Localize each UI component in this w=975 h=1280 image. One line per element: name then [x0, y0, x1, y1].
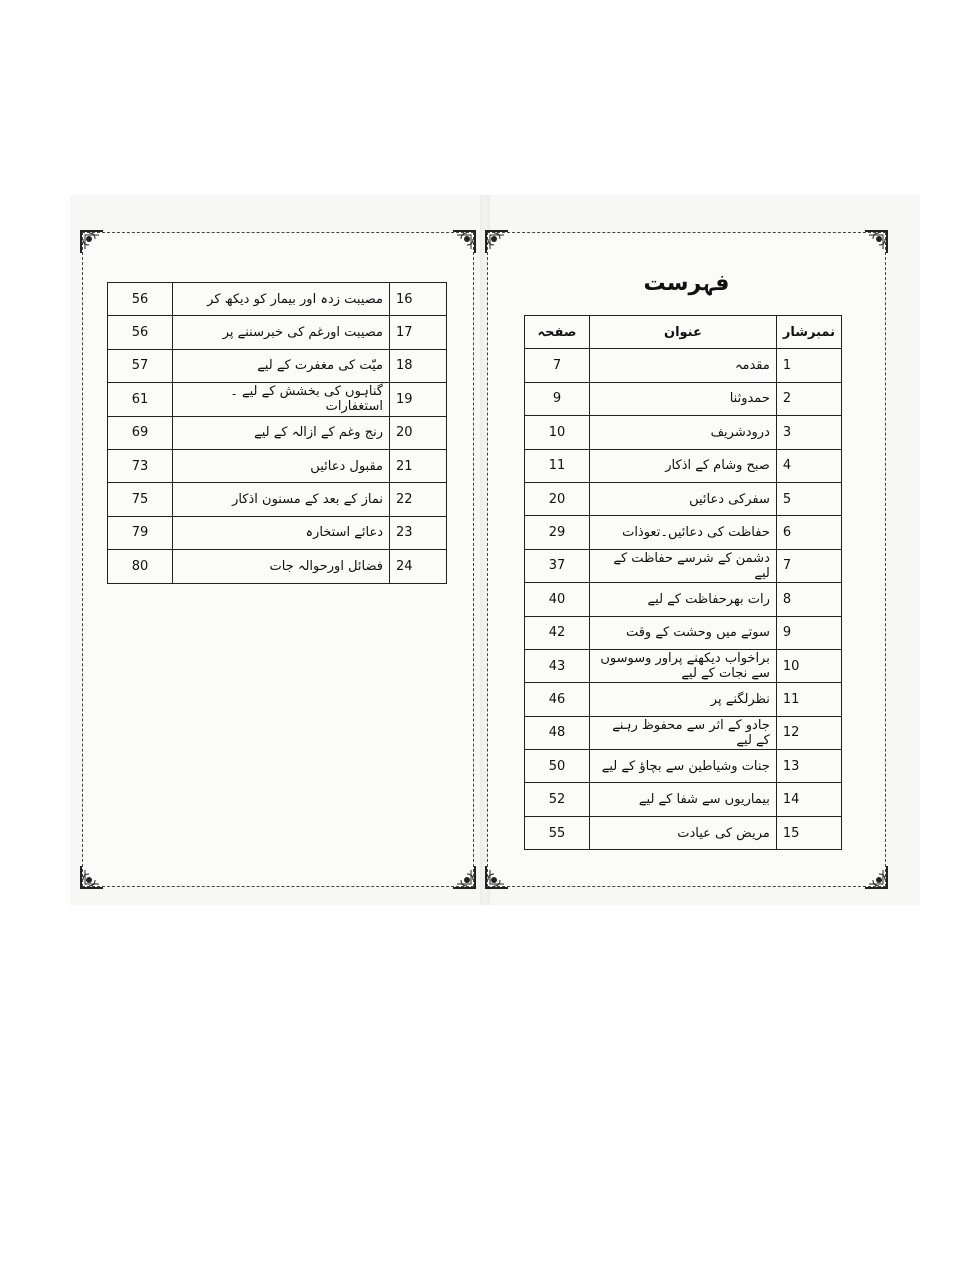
page-number: 69	[108, 416, 173, 449]
page-number: 11	[525, 449, 590, 482]
topic-title: درودشریف	[590, 416, 777, 449]
table-row	[108, 316, 447, 349]
page-number: 56	[108, 316, 173, 349]
page-number: 46	[525, 683, 590, 716]
topic-title: مقدمہ	[590, 349, 777, 382]
topic-title: مقبول دعائیں	[173, 449, 390, 482]
table-row	[525, 583, 842, 616]
serial-number: 19	[390, 383, 447, 416]
topic-title: براخواب دیکھنے پراور وسوسوں سے نجات کے لیے	[590, 649, 777, 682]
table-row	[108, 383, 447, 416]
serial-number: 21	[390, 449, 447, 482]
topic-title: گناہوں کی بخشش کے لیے ۔استغفارات	[173, 383, 390, 416]
toc-table	[524, 315, 842, 850]
table-row	[108, 283, 447, 316]
serial-number: 2	[776, 382, 841, 415]
page-number: 48	[525, 716, 590, 749]
toc-table-continued	[107, 282, 447, 584]
topic-title: نماز کے بعد کے مسنون اذکار	[173, 483, 390, 516]
page-number: 7	[525, 349, 590, 382]
serial-number: 10	[776, 649, 841, 682]
serial-number: 22	[390, 483, 447, 516]
serial-number: 15	[776, 816, 841, 849]
left-page	[82, 232, 474, 887]
table-row	[525, 616, 842, 649]
page-number: 73	[108, 449, 173, 482]
page-number: 9	[525, 382, 590, 415]
page-number: 40	[525, 583, 590, 616]
table-row	[525, 349, 842, 382]
header-serial: نمبرشار	[776, 316, 841, 349]
topic-title: دشمن کے شرسے حفاظت کے لیے	[590, 549, 777, 582]
serial-number: 7	[776, 549, 841, 582]
page-number: 10	[525, 416, 590, 449]
page-number: 75	[108, 483, 173, 516]
table-row	[525, 516, 842, 549]
serial-number: 23	[390, 516, 447, 549]
topic-title: رنج وغم کے ازالہ کے لیے	[173, 416, 390, 449]
table-row	[108, 483, 447, 516]
topic-title: سوتے میں وحشت کے وقت	[590, 616, 777, 649]
header-page: صفحہ	[525, 316, 590, 349]
topic-title: نظرلگنے پر	[590, 683, 777, 716]
table-row	[108, 416, 447, 449]
serial-number: 12	[776, 716, 841, 749]
table-header-row	[525, 316, 842, 349]
serial-number: 24	[390, 550, 447, 583]
table-row	[108, 449, 447, 482]
corner-ornament-icon	[451, 229, 477, 255]
serial-number: 3	[776, 416, 841, 449]
topic-title: مریض کی عیادت	[590, 816, 777, 849]
page-number: 29	[525, 516, 590, 549]
table-row	[525, 416, 842, 449]
serial-number: 17	[390, 316, 447, 349]
table-row	[525, 683, 842, 716]
topic-title: بیماریوں سے شفا کے لیے	[590, 783, 777, 816]
page-number: 55	[525, 816, 590, 849]
serial-number: 11	[776, 683, 841, 716]
page-title: فہرست	[643, 271, 730, 296]
table-row	[525, 716, 842, 749]
topic-title: مصیبت اورغم کی خبرسننے پر	[173, 316, 390, 349]
table-row	[108, 550, 447, 583]
page-number: 43	[525, 649, 590, 682]
page-number: 79	[108, 516, 173, 549]
serial-number: 9	[776, 616, 841, 649]
corner-ornament-icon	[484, 229, 510, 255]
serial-number: 5	[776, 482, 841, 515]
table-row	[525, 816, 842, 849]
right-page	[487, 232, 886, 887]
page-number: 20	[525, 482, 590, 515]
serial-number: 13	[776, 750, 841, 783]
table-row	[108, 516, 447, 549]
topic-title: جنات وشیاطین سے بچاؤ کے لیے	[590, 750, 777, 783]
corner-ornament-icon	[863, 864, 889, 890]
table-row	[525, 382, 842, 415]
topic-title: حمدوثنا	[590, 382, 777, 415]
serial-number: 8	[776, 583, 841, 616]
table-row	[525, 783, 842, 816]
topic-title: جادو کے اثر سے محفوظ رہنے کے لیے	[590, 716, 777, 749]
serial-number: 14	[776, 783, 841, 816]
page-number: 56	[108, 283, 173, 316]
serial-number: 6	[776, 516, 841, 549]
table-row	[525, 750, 842, 783]
topic-title: مصیبت زدہ اور بیمار کو دیکھ کر	[173, 283, 390, 316]
page-number: 52	[525, 783, 590, 816]
page-number: 57	[108, 349, 173, 382]
table-row	[108, 349, 447, 382]
topic-title: سفرکی دعائیں	[590, 482, 777, 515]
topic-title: میّت کی مغفرت کے لیے	[173, 349, 390, 382]
serial-number: 18	[390, 349, 447, 382]
table-row	[525, 649, 842, 682]
serial-number: 4	[776, 449, 841, 482]
topic-title: صبح وشام کے اذکار	[590, 449, 777, 482]
corner-ornament-icon	[451, 864, 477, 890]
serial-number: 20	[390, 416, 447, 449]
page-number: 37	[525, 549, 590, 582]
topic-title: فضائل اورحوالہ جات	[173, 550, 390, 583]
page-number: 42	[525, 616, 590, 649]
page-number: 61	[108, 383, 173, 416]
topic-title: حفاظت کی دعائیں۔تعوذات	[590, 516, 777, 549]
table-row	[525, 549, 842, 582]
corner-ornament-icon	[863, 229, 889, 255]
table-row	[525, 482, 842, 515]
page-number: 80	[108, 550, 173, 583]
topic-title: رات بھرحفاظت کے لیے	[590, 583, 777, 616]
page-number: 50	[525, 750, 590, 783]
corner-ornament-icon	[484, 864, 510, 890]
serial-number: 16	[390, 283, 447, 316]
serial-number: 1	[776, 349, 841, 382]
topic-title: دعائے استخارہ	[173, 516, 390, 549]
corner-ornament-icon	[79, 864, 105, 890]
corner-ornament-icon	[79, 229, 105, 255]
table-row	[525, 449, 842, 482]
header-topic: عنوان	[590, 316, 777, 349]
